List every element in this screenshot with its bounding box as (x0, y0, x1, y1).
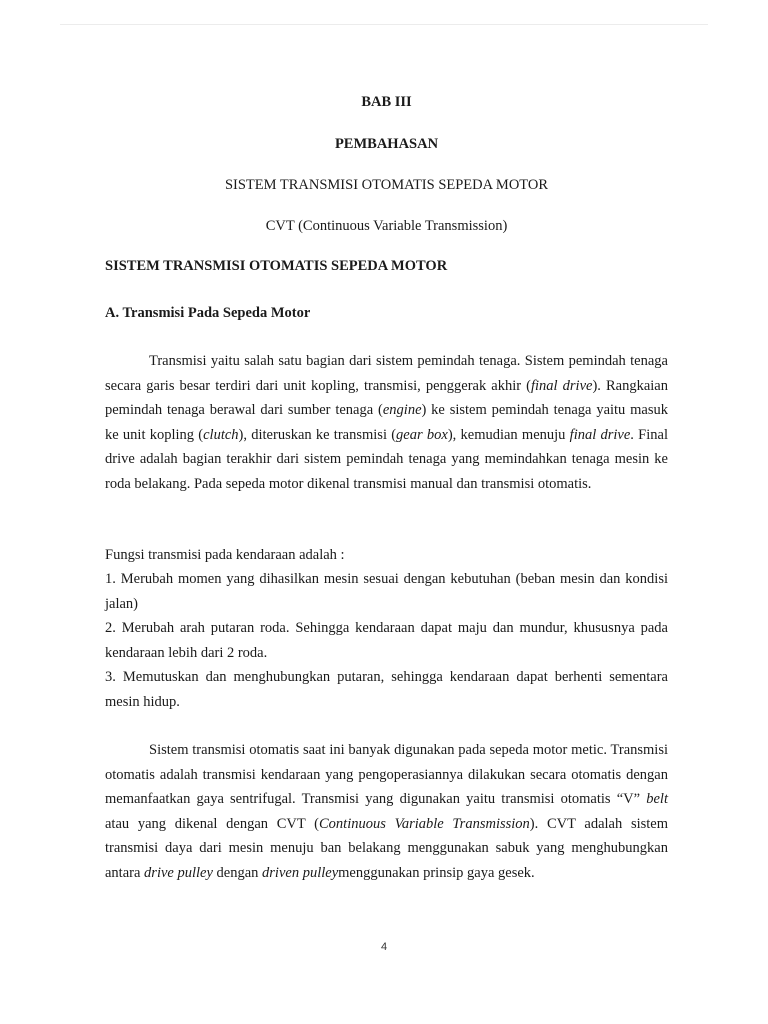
italic-term: engine (382, 402, 422, 418)
paragraph-text: ), diteruskan ke transmisi ( (238, 426, 397, 443)
paragraph-cvt (105, 738, 668, 885)
paragraph-text: . Final drive adalah bagian terakhir dari sistem pemindah tenaga yang memindahkan tenaga mesin ke roda belakang. Pada sepeda motor dikenal transmisi manual dan transmisi otomatis. (105, 426, 668, 492)
italic-term: driven pulley (262, 864, 339, 881)
italic-term: gear box (396, 426, 448, 443)
italic-term: Continuous Variable Transmission (319, 815, 530, 832)
paragraph-text: Sistem transmisi otomatis saat ini banyak digunakan pada sepeda motor metic. Transmisi otomatis adalah transmisi kendaraan yang pengoperasiannya dilakukan secara otomatis dengan memanfaatkan gaya sentrifugal. Transmisi yang digunakan yaitu transmisi otomatis “V” (105, 742, 668, 807)
italic-term: final drive (530, 377, 593, 394)
italic-term: drive pulley (144, 864, 213, 881)
chapter-label: BAB III (361, 94, 412, 110)
italic-term: clutch (203, 426, 239, 443)
functions-intro: Fungsi transmisi pada kendaraan adalah : (105, 547, 345, 563)
italic-term: belt (646, 791, 668, 807)
document-subtitle-cvt: CVT (Continuous Variable Transmission) (265, 218, 508, 234)
function-item-2: 2. Merubah arah putaran roda. Sehingga kendaraan dapat maju dan mundur, khususnya pada kendaraan lebih dari 2 roda. (105, 620, 668, 661)
paragraph-text: dengan (212, 864, 263, 881)
subsection-heading: A. Transmisi Pada Sepeda Motor (105, 305, 311, 321)
paragraph-text: Transmisi yaitu salah satu bagian dari sistem pemindah tenaga. Sistem pemindah tenaga secara garis besar terdiri dari unit kopling, transmisi, penggerak akhir ( (105, 353, 668, 394)
page-top-rule (60, 24, 708, 25)
chapter-title: PEMBAHASAN (334, 136, 439, 152)
section-heading: SISTEM TRANSMISI OTOMATIS SEPEDA MOTOR (105, 258, 448, 274)
paragraph-text: atau yang dikenal dengan CVT ( (105, 815, 319, 832)
paragraph-text: ). CVT adalah sistem transmisi daya dari mesin menuju ban belakang menggunakan sabuk yang menghubungkan antara (105, 815, 669, 881)
paragraph-text: menggunakan prinsip gaya gesek. (338, 864, 535, 881)
paragraph-text: ). Rangkaian pemindah tenaga berawal dari sumber tenaga ( (105, 377, 668, 418)
function-item-1: 1. Merubah momen yang dihasilkan mesin sesuai dengan kebutuhan (beban mesin dan kondisi jalan) (105, 571, 668, 612)
function-item-3: 3. Memutuskan dan menghubungkan putaran, sehingga kendaraan dapat berhenti sementara mesin hidup. (105, 669, 668, 710)
document-subtitle: SISTEM TRANSMISI OTOMATIS SEPEDA MOTOR (224, 177, 549, 193)
paragraph-transmisi (105, 349, 668, 496)
italic-term: final drive (569, 426, 631, 443)
paragraph-text: ), kemudian menuju (447, 426, 570, 443)
paragraph-text: ) ke sistem pemindah tenaga yaitu masuk ke unit kopling ( (105, 402, 669, 443)
page-number: 4 (380, 941, 388, 953)
